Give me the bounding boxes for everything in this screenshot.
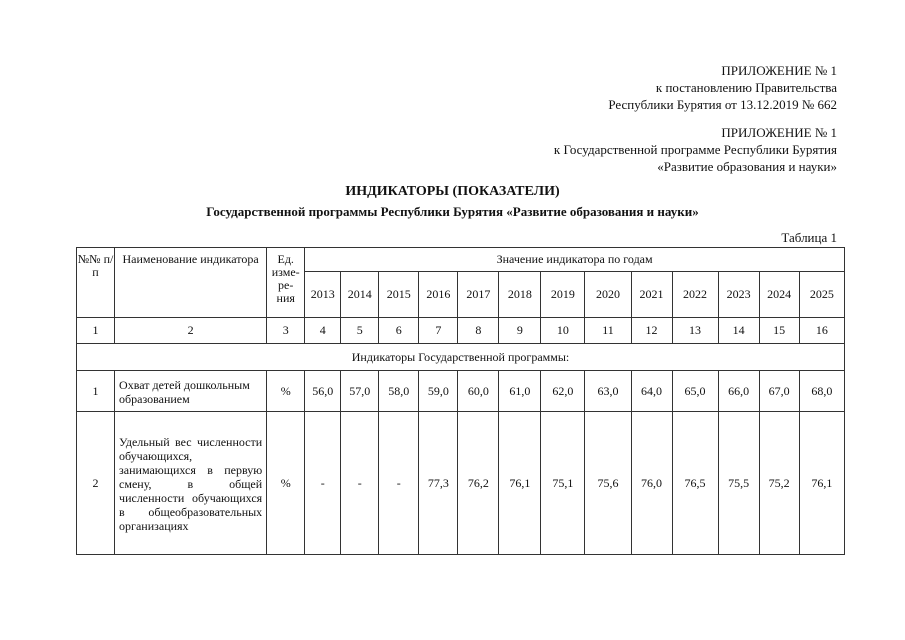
- indicator-value: 63,0: [585, 371, 631, 412]
- indicator-unit: %: [267, 371, 305, 412]
- column-numbers-row: [77, 318, 845, 344]
- indicator-value: 61,0: [499, 371, 541, 412]
- year-header: 2023: [718, 272, 759, 318]
- header-unit-line: ре-: [278, 278, 294, 292]
- indicator-value: 75,2: [759, 412, 799, 555]
- column-number: 3: [267, 318, 305, 344]
- header-unit-line: ния: [276, 291, 295, 305]
- indicator-value: 75,5: [718, 412, 759, 555]
- section-row: [77, 344, 845, 371]
- column-number: 16: [799, 318, 844, 344]
- indicator-value: 76,5: [672, 412, 718, 555]
- appendix-to-decree: [608, 62, 837, 113]
- section-title: Индикаторы Государственной программы:: [77, 344, 845, 371]
- year-header: 2019: [541, 272, 585, 318]
- year-header: 2014: [341, 272, 379, 318]
- indicator-value: 68,0: [799, 371, 844, 412]
- indicator-value: 56,0: [305, 371, 341, 412]
- column-number: 2: [115, 318, 267, 344]
- table-row: [77, 371, 845, 412]
- table-label: Таблица 1: [781, 230, 837, 245]
- column-number: 7: [419, 318, 458, 344]
- column-number: 6: [379, 318, 419, 344]
- column-number: 14: [718, 318, 759, 344]
- indicator-value: 76,1: [799, 412, 844, 555]
- appendix-program-name: «Развитие образования и науки»: [657, 159, 837, 174]
- column-number: 8: [458, 318, 499, 344]
- table-header-row: [77, 248, 845, 272]
- indicator-value: 60,0: [458, 371, 499, 412]
- appendix-to-program: [554, 124, 837, 175]
- column-number: 13: [672, 318, 718, 344]
- indicator-value: -: [305, 412, 341, 555]
- indicator-value: 76,2: [458, 412, 499, 555]
- indicator-value: 76,0: [631, 412, 672, 555]
- document-subtitle: Государственной программы Республики Бурятия «Развитие образования и науки»: [206, 204, 699, 219]
- indicator-value: 66,0: [718, 371, 759, 412]
- indicator-value: 75,1: [541, 412, 585, 555]
- header-indicator-name: Наименование индикатора: [115, 248, 267, 318]
- year-header: 2021: [631, 272, 672, 318]
- header-unit: [267, 248, 305, 318]
- appendix-decree-date: Республики Бурятия от 13.12.2019 № 662: [608, 97, 837, 112]
- document-title: ИНДИКАТОРЫ (ПОКАЗАТЕЛИ): [345, 184, 560, 199]
- row-number: 1: [77, 371, 115, 412]
- year-header: 2013: [305, 272, 341, 318]
- appendix-label: ПРИЛОЖЕНИЕ № 1: [721, 125, 837, 140]
- header-number: №№ п/п: [77, 248, 115, 318]
- indicator-value: 58,0: [379, 371, 419, 412]
- column-number: 4: [305, 318, 341, 344]
- header-unit-line: Ед.: [277, 252, 294, 266]
- indicator-value: 67,0: [759, 371, 799, 412]
- column-number: 1: [77, 318, 115, 344]
- indicator-unit: %: [267, 412, 305, 555]
- indicator-value: 65,0: [672, 371, 718, 412]
- column-number: 11: [585, 318, 631, 344]
- indicator-value: -: [379, 412, 419, 555]
- indicator-name: Охват детей дошкольным образованием: [115, 371, 267, 412]
- indicator-value: 77,3: [419, 412, 458, 555]
- indicator-value: -: [341, 412, 379, 555]
- column-number: 15: [759, 318, 799, 344]
- year-header: 2024: [759, 272, 799, 318]
- column-number: 12: [631, 318, 672, 344]
- indicator-value: 62,0: [541, 371, 585, 412]
- indicator-value: 76,1: [499, 412, 541, 555]
- header-unit-line: изме-: [271, 265, 300, 279]
- appendix-label: ПРИЛОЖЕНИЕ № 1: [721, 63, 837, 78]
- indicator-name: Удельный вес численности обучающихся, занимающихся в первую смену, в общей численности обучающихся в общеобразовательных организациях: [115, 412, 267, 555]
- year-header: 2016: [419, 272, 458, 318]
- year-header: 2017: [458, 272, 499, 318]
- indicator-value: 64,0: [631, 371, 672, 412]
- column-number: 5: [341, 318, 379, 344]
- indicator-value: 57,0: [341, 371, 379, 412]
- header-values-by-year: Значение индикатора по годам: [305, 248, 845, 272]
- year-header: 2022: [672, 272, 718, 318]
- row-number: 2: [77, 412, 115, 555]
- appendix-reference: к Государственной программе Республики Бурятия: [553, 142, 837, 157]
- year-header: 2018: [499, 272, 541, 318]
- year-header: 2020: [585, 272, 631, 318]
- year-header: 2015: [379, 272, 419, 318]
- appendix-reference: к постановлению Правительства: [655, 80, 837, 95]
- table-row: [77, 412, 845, 555]
- indicator-value: 59,0: [419, 371, 458, 412]
- column-number: 9: [499, 318, 541, 344]
- indicators-table: [76, 247, 845, 555]
- column-number: 10: [541, 318, 585, 344]
- indicator-value: 75,6: [585, 412, 631, 555]
- year-header: 2025: [799, 272, 844, 318]
